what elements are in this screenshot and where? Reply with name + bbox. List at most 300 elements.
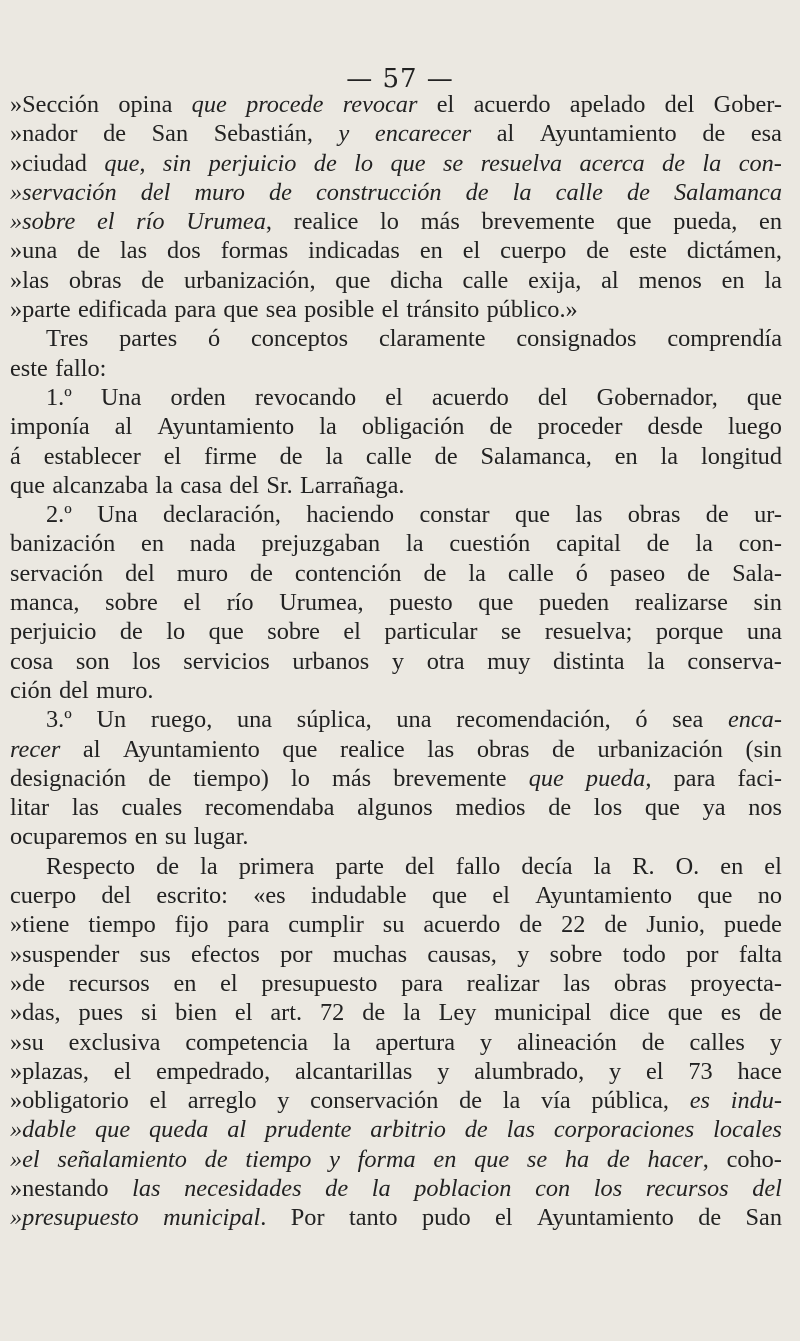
word: indu- (730, 1087, 782, 1115)
word: más (420, 208, 460, 236)
word: necesidades (184, 1174, 302, 1202)
word (186, 207, 272, 236)
word (586, 764, 651, 793)
word: de (687, 559, 711, 587)
word: O. (675, 852, 700, 880)
word: en (173, 969, 197, 997)
word: arbitrio (370, 1116, 446, 1144)
word: al (82, 735, 101, 763)
word: que (432, 882, 468, 910)
word: dicha (390, 266, 443, 294)
body-text (10, 90, 782, 1233)
word: calle (555, 178, 603, 206)
word: del (752, 1174, 782, 1202)
word: lo (166, 618, 186, 646)
word: que (746, 383, 782, 411)
word: de (465, 178, 489, 206)
word: de (250, 559, 273, 587)
word: que (95, 1116, 131, 1144)
word: haciendo (306, 501, 395, 529)
word: San (151, 120, 189, 148)
word: Ayuntamiento (123, 735, 260, 763)
text-line (10, 149, 782, 178)
word: y (277, 1087, 290, 1115)
word: de (604, 911, 628, 939)
word: Sala- (732, 559, 782, 587)
word: Sr. (266, 471, 293, 499)
word: »nestando (10, 1174, 109, 1202)
word: locales (713, 1116, 782, 1144)
word: imponía (10, 413, 90, 441)
word: Ayuntamiento (157, 413, 295, 441)
word: Gober- (713, 91, 782, 118)
word: lo (290, 764, 310, 792)
word: de (606, 1145, 630, 1173)
word: recomendaba (204, 794, 335, 822)
word: del (664, 91, 695, 118)
word: que (335, 266, 371, 294)
word: acuerdo (431, 383, 509, 411)
word: ó (635, 706, 648, 734)
word: las (563, 969, 591, 997)
word: recursos (68, 969, 150, 997)
word: de (141, 266, 165, 294)
word: que (191, 91, 227, 118)
word: de (698, 1204, 722, 1232)
word: esa (750, 120, 782, 148)
word: de (148, 764, 172, 792)
word: sea (265, 296, 297, 324)
word: Sebastián, (213, 120, 313, 148)
word: en (134, 823, 158, 851)
word: realizar (466, 969, 540, 997)
word: obligación (361, 413, 465, 441)
word: la (593, 852, 612, 880)
text-line (10, 1145, 782, 1174)
word: cumplir (288, 911, 364, 939)
word: se (526, 1145, 548, 1173)
word: »de (10, 969, 46, 997)
word: luego (727, 413, 782, 441)
word: calle (507, 559, 554, 587)
word: el (381, 296, 400, 324)
word: de (552, 735, 575, 763)
word: que (223, 296, 259, 324)
word: perjuicio (10, 618, 97, 646)
text-line (10, 324, 782, 353)
text-line (10, 1028, 782, 1057)
text-line (10, 705, 782, 734)
word: »servación (10, 178, 117, 206)
word: y (769, 1028, 782, 1056)
word: cuerpo (10, 882, 77, 910)
text-line (10, 998, 782, 1027)
word: »una (10, 237, 58, 265)
word: y (329, 1145, 340, 1173)
text-line (10, 764, 782, 793)
word: R. (632, 852, 655, 880)
word: muy (487, 647, 531, 675)
word: río (226, 589, 254, 617)
word: obras (613, 969, 667, 997)
word: 72 (320, 999, 345, 1027)
word: corporaciones (553, 1116, 695, 1144)
word: presupuesto (261, 969, 378, 997)
text-line (10, 500, 782, 529)
word: »suspender (10, 940, 120, 968)
text-line (10, 1115, 782, 1144)
word: de (641, 1028, 665, 1056)
word: que (528, 764, 564, 792)
text-line (10, 266, 782, 295)
word: muro. (96, 676, 154, 704)
text-line (10, 1203, 782, 1232)
word: que (478, 589, 514, 617)
word: á (10, 442, 21, 470)
word: de (268, 178, 292, 206)
word: de (459, 1087, 483, 1115)
word: los (593, 794, 623, 822)
word: acuerdo (423, 911, 501, 939)
word: este (629, 237, 667, 265)
word: de (586, 237, 610, 265)
word: sus (139, 940, 171, 968)
word: el (462, 237, 481, 265)
word: la (647, 647, 665, 675)
word: se (442, 149, 464, 177)
word: municipal (163, 1204, 261, 1232)
word: 73 (688, 1057, 713, 1085)
word: forma (357, 1145, 416, 1173)
word: prudente (265, 1116, 352, 1144)
text-line (10, 793, 782, 822)
word: muro (176, 559, 229, 587)
word: constar (419, 501, 490, 529)
word: más (331, 764, 372, 792)
word: el (492, 882, 510, 910)
word: la (200, 852, 218, 880)
word: servación (10, 559, 104, 587)
word: (sin (745, 735, 782, 763)
word: la (371, 1174, 391, 1202)
word: Un (96, 706, 127, 734)
word: una (396, 706, 432, 734)
word: al (114, 413, 133, 441)
word: »nador (10, 120, 78, 148)
word: ruego, (150, 706, 213, 734)
word: ur- (754, 501, 782, 529)
word: el (149, 1087, 168, 1115)
word: Urumea (186, 208, 266, 236)
word: de (662, 149, 685, 177)
word: »su (10, 1028, 44, 1056)
word (647, 1145, 708, 1174)
word: la (502, 1087, 521, 1115)
word: obras (627, 501, 681, 529)
word: con- (738, 149, 782, 177)
word: el (113, 1057, 132, 1085)
word: la (660, 442, 679, 470)
word: brevemente (393, 764, 507, 792)
word: lo (380, 208, 399, 236)
word: de (489, 413, 513, 441)
word: »das, (10, 999, 61, 1027)
word: todo (622, 940, 666, 968)
word: desde (647, 413, 703, 441)
word: la (325, 442, 344, 470)
word: queda (148, 1116, 209, 1144)
word: para (227, 911, 270, 939)
word: Tres (46, 325, 89, 353)
word: establecer (43, 442, 141, 470)
text-line (10, 881, 782, 910)
word: del (404, 852, 435, 880)
word: tiempo (245, 1145, 312, 1173)
word: el (385, 383, 403, 411)
word: longitud (700, 442, 782, 470)
word: perjuicio (208, 149, 297, 177)
word: nada (189, 530, 236, 558)
word: litar (10, 794, 50, 822)
word: efectos (191, 940, 260, 968)
word: cuerpo (500, 237, 567, 265)
text-line (10, 910, 782, 939)
word: hace (737, 1057, 782, 1085)
word: revocar (342, 91, 418, 118)
word: en (141, 530, 164, 558)
word: Por (290, 1204, 325, 1232)
word: procede (246, 91, 324, 118)
word: cosa (10, 647, 54, 675)
word: »tiene (10, 911, 70, 939)
word: que (616, 208, 652, 236)
word: puesto (389, 589, 453, 617)
word: ya (702, 794, 726, 822)
word: menos (638, 266, 702, 294)
word: de (362, 999, 386, 1027)
text-line (10, 412, 782, 441)
word: en (433, 1145, 457, 1173)
word: de (519, 911, 543, 939)
word: Larrañaga. (299, 471, 405, 499)
word: Ayuntamiento (535, 882, 673, 910)
word: y (517, 940, 530, 968)
word: obras (476, 735, 530, 763)
word: porque (655, 618, 724, 646)
word: el (343, 618, 361, 646)
text-line (10, 529, 782, 558)
word: Gobernador, (596, 383, 718, 411)
word: con- (738, 530, 782, 558)
text-line (10, 354, 782, 383)
word: que (697, 882, 733, 910)
word: Salamanca, (480, 442, 592, 470)
word: Ayuntamiento (536, 1204, 674, 1232)
word: es (720, 999, 742, 1027)
word: manca, (10, 589, 80, 617)
word: de (646, 530, 670, 558)
word: recer (10, 735, 61, 763)
word: particular (384, 618, 478, 646)
word: alcanzaba (52, 471, 149, 499)
text-line (10, 178, 782, 207)
word: que (514, 501, 551, 529)
word: su (382, 911, 405, 939)
word (163, 1203, 266, 1232)
word: competencia (185, 1028, 309, 1056)
text-line (10, 617, 782, 646)
word: urbanización, (183, 266, 316, 294)
word: acerca (579, 149, 645, 177)
word: tiempo (88, 911, 156, 939)
word: de (434, 442, 458, 470)
word: la (405, 530, 424, 558)
word: del (125, 559, 155, 587)
word: arreglo (187, 1087, 257, 1115)
word: realice (339, 735, 405, 763)
word: Salamanca (674, 178, 782, 206)
word: de (758, 999, 782, 1027)
word: realizarse (634, 589, 728, 617)
text-line (10, 647, 782, 676)
word: de (702, 120, 726, 148)
word: »parte (10, 296, 71, 324)
word: sobre (267, 618, 320, 646)
word: el (645, 1057, 664, 1085)
word: la (764, 266, 782, 294)
word: en (720, 852, 744, 880)
word: urbanos (292, 647, 370, 675)
word: urbanización (597, 735, 723, 763)
word: pueda, (673, 208, 738, 236)
word: puede (723, 911, 782, 939)
word: primera (238, 852, 315, 880)
word: servicios (183, 647, 270, 675)
word: sobre (105, 589, 158, 617)
word: ó (208, 325, 221, 353)
word: alcantarillas (294, 1057, 413, 1085)
word: de (77, 237, 101, 265)
word: tanto (348, 1204, 398, 1232)
page-number: — 57 — (346, 64, 454, 94)
word: vía (541, 1087, 571, 1115)
word: ó (575, 559, 588, 587)
word: son (75, 647, 110, 675)
word: de (705, 501, 729, 529)
word: las (132, 1174, 161, 1202)
word: 1.º (46, 383, 72, 411)
word: tiempo) (193, 764, 269, 792)
text-line (10, 822, 782, 851)
word: que, (104, 149, 146, 177)
word: partes (119, 325, 178, 353)
word: recursos (645, 1174, 729, 1202)
word: y (437, 1057, 450, 1085)
text-line (10, 1086, 782, 1115)
word: súplica, (296, 706, 372, 734)
word: edificada (78, 296, 168, 324)
word: prejuzgaban (261, 530, 381, 558)
word: el (96, 208, 115, 236)
word: posible (304, 296, 375, 324)
word: su (164, 823, 187, 851)
word: la (332, 1028, 351, 1056)
text-line (10, 383, 782, 412)
word: algunos (357, 794, 433, 822)
word: de (279, 442, 303, 470)
word: ción (10, 676, 52, 704)
word: cuestión (449, 530, 531, 558)
word: falta (738, 940, 782, 968)
word: resuelva (480, 149, 563, 177)
word: de (423, 559, 447, 587)
word: calle (462, 266, 509, 294)
word: calle (365, 442, 412, 470)
word: es (689, 1087, 710, 1115)
word: otra (426, 647, 465, 675)
word: el (495, 1204, 513, 1232)
word: muchas (332, 940, 408, 968)
word: de (119, 618, 143, 646)
word: firme (204, 442, 257, 470)
word: que (474, 1145, 510, 1173)
word: ha (564, 1145, 590, 1173)
word: revocando (254, 383, 357, 411)
word: la (403, 999, 421, 1027)
word: la (512, 178, 532, 206)
word: del (101, 882, 132, 910)
word: del (229, 471, 260, 499)
word: bien (175, 999, 217, 1027)
word: conceptos (250, 325, 349, 353)
word: realice (293, 208, 359, 236)
word: acuerdo (473, 91, 551, 118)
word: de (464, 1116, 488, 1144)
word: nos (748, 794, 782, 822)
word: sobre (549, 940, 603, 968)
word: comprendía (667, 325, 782, 353)
word: hacer (647, 1145, 703, 1173)
word: de (204, 1145, 228, 1173)
text-line (10, 295, 782, 324)
text-line (10, 852, 782, 881)
word: obras (68, 266, 122, 294)
word: conservación (310, 1087, 439, 1115)
word: una (236, 706, 273, 734)
word: por (280, 940, 313, 968)
word: se (500, 618, 522, 646)
word: proceder (537, 413, 623, 441)
word: la (695, 530, 713, 558)
word: indudable (310, 882, 407, 910)
word: de (156, 852, 180, 880)
word: que (390, 149, 426, 177)
word: Una (100, 383, 142, 411)
word: Ayuntamiento (539, 120, 677, 148)
word: la (702, 149, 722, 177)
word: del (59, 676, 89, 704)
text-line (10, 588, 782, 617)
word: »dable (10, 1116, 77, 1144)
word: al (496, 120, 515, 148)
word: conserva- (687, 647, 782, 675)
word: , (265, 208, 272, 236)
word: dictámen, (686, 237, 782, 265)
word: pueda (585, 764, 646, 792)
word: «es (253, 882, 286, 910)
word: de (325, 1174, 349, 1202)
word: para (401, 969, 443, 997)
